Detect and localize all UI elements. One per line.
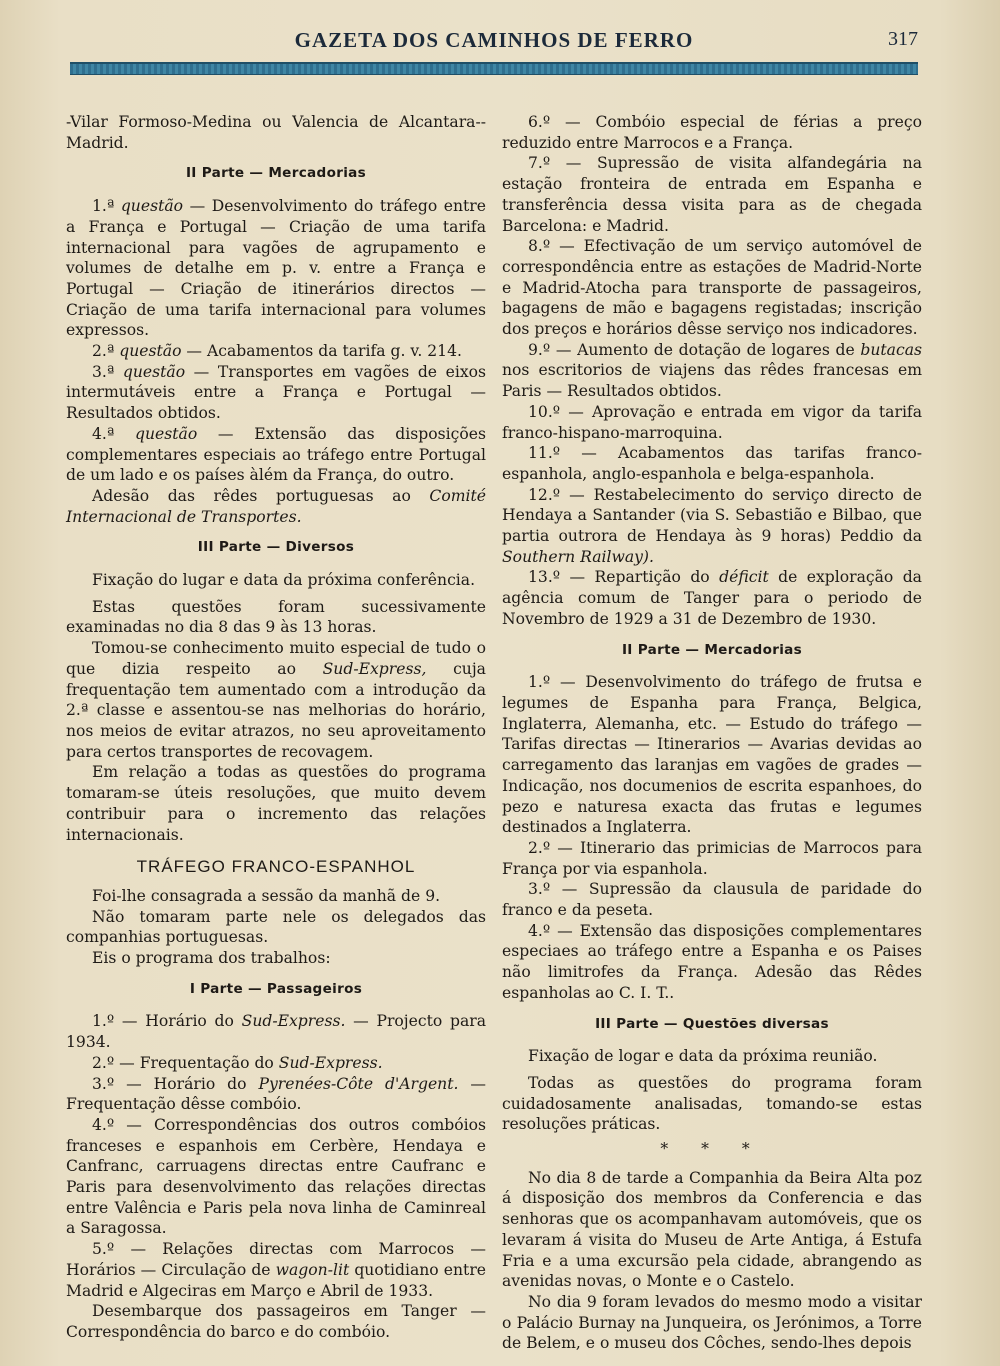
section-heading: II Parte — Mercadorias <box>621 641 803 658</box>
header-rule <box>70 62 918 75</box>
section-heading: I Parte — Passageiros <box>189 980 363 997</box>
paragraph: 4.ª questão — Extensão das disposições complementares especiais ao tráfego entre Portugal de um lado e os países àlém da França, do outro. <box>66 424 486 485</box>
paragraph: 1.º — Horário do Sud-Express. — Projecto para 1934. <box>66 1012 486 1052</box>
paragraph: 5.º — Relações directas com Marrocos — Horários — Circulação de wagon-lit quotidiano entre Madrid e Algeciras em Março e Abril de 1933. <box>66 1240 487 1300</box>
paragraph: 7.º — Supressão de visita alfandegária na estação fronteira de entrada em Espanha e transferência dessa visita para as de chegada Barcelona: e Madrid. <box>502 154 922 235</box>
paragraph: Estas questões foram sucessivamente examinadas no dia 8 das 9 às 13 horas. <box>66 597 486 637</box>
left-column <box>66 112 486 1343</box>
publication-title: GAZETA DOS CAMINHOS DE FERRO <box>294 28 694 52</box>
paragraph: Em relação a todas as questões do programa tomaram-se úteis resoluções, que muito devem contribuir para o incremento das relações internacionais. <box>66 763 486 844</box>
paragraph: No dia 9 foram levados do mesmo modo a visitar o Palácio Burnay na Junqueira, os Jerónimos, a Torre de Belem, e o museu dos Côches, sendo-lhes depois <box>502 1292 922 1353</box>
paragraph: Fixação de logar e data da próxima reunião. <box>528 1047 878 1066</box>
paragraph: 2.º — Itinerario das primicias de Marrocos para França por via espanhola. <box>502 838 922 878</box>
section-separator: * * * <box>660 1140 764 1159</box>
page-header <box>70 28 918 54</box>
paragraph: 1.ª questão — Desenvolvimento do tráfego entre a França e Portugal — Criação de uma tarifa internacional para vagões de agrupamento e volumes de detalhe em p. v. entre a França e Portugal — Criação de itinerários directos — Criação de uma tarifa internacional para volumes expressos. <box>66 197 486 340</box>
paragraph: Tomou-se conhecimento muito especial de tudo o que dizia respeito ao Sud-Express, cuja frequentação tem aumentado com a introdução da 2.ª classe e assentou-se nas melhorias do horário, nos meios de evitar atrazos, no seu aproveitamento para certos transportes de recovagem. <box>66 639 486 761</box>
paragraph: 3.º — Supressão da clausula de paridade do franco e da peseta. <box>502 880 922 920</box>
paragraph: 4.º — Extensão das disposições complementares especiaes ao tráfego entre a Espanha e os Paises não limitrofes da França. Adesão das Rêdes espanholas ao C. I. T.. <box>502 921 922 1002</box>
section-heading: III Parte — Questões diversas <box>595 1015 829 1032</box>
paragraph: 9.º — Aumento de dotação de logares de butacas nos escritorios de viajens das rêdes francesas em Paris — Resultados obtidos. <box>502 340 922 401</box>
paragraph: 8.º — Efectivação de um serviço automóvel de correspondência entre as estações de Madrid-Norte e Madrid-Atocha para transporte de passageiros, bagagens de mão e bagagens registadas; inscrição dos preços e horários dêsse serviço nos indicadores. <box>502 237 922 339</box>
paragraph: 2.º — Frequentação do Sud-Express. <box>92 1053 383 1072</box>
section-heading: II Parte — Mercadorias <box>185 165 367 182</box>
page-number: 317 <box>888 28 918 50</box>
paragraph-continuation: -Vilar Formoso-Medina ou Valencia de Alcantara--Madrid. <box>66 113 486 152</box>
paragraph: Foi-lhe consagrada a sessão da manhã de 9. <box>92 886 441 905</box>
paragraph: 4.º — Correspondências dos outros combóios franceses e espanhois em Cerbère, Hendaya e Canfranc, carruagens directas entre Caufranc e Paris para desenvolvimento das relações directas entre Valência e Paris pela nova linha de Caminreal a Saragossa. <box>66 1115 486 1238</box>
right-column <box>502 112 922 1354</box>
section-heading: III Parte — Diversos <box>197 539 355 556</box>
paragraph: Adesão das rêdes portuguesas ao Comité Internacional de Transportes. <box>66 486 486 526</box>
paragraph: 10.º — Aprovação e entrada em vigor da tarifa franco-hispano-marroquina. <box>502 402 922 442</box>
paragraph: 2.ª questão — Acabamentos da tarifa g. v. 214. <box>92 342 462 361</box>
paragraph: Eis o programa dos trabalhos: <box>92 949 331 968</box>
paragraph: 12.º — Restabelecimento do serviço directo de Hendaya a Santander (via S. Sebastião e Bilbao, que partia outrora de Hendaya às 9 horas) Peddio da Southern Railway). <box>502 485 922 566</box>
paragraph: Desembarque dos passageiros em Tanger — Correspondência do barco e do combóio. <box>66 1302 486 1341</box>
paragraph: 1.º — Desenvolvimento do tráfego de frutsa e legumes de Espanha para França, Belgica, Inglaterra, Alemanha, etc. — Estudo do tráfego — Tarifas directas — Itinerarios — Avarias devidas ao carregamento das laranjas em vagões de grades — Indicação, nos documenios de escrita espanhoes, do pezo e naturesa exacta das frutas e legumes destinados a Inglaterra. <box>502 673 922 837</box>
paragraph: Fixação do lugar e data da próxima conferência. <box>92 571 476 590</box>
paragraph: Não tomaram parte nele os delegados das companhias portuguesas. <box>66 907 486 947</box>
paragraph: 6.º — Combóio especial de férias a preço reduzido entre Marrocos e a França. <box>502 113 922 152</box>
paragraph: No dia 8 de tarde a Companhia da Beira Alta poz á disposição dos membros da Conferencia e das senhoras que os acompanhavam automóveis, que os levaram á visita do Museu de Arte Antiga, á Estufa Fria e a uma excursão pela cidade, abrangendo as avenidas novas, o Monte e o Castelo. <box>502 1168 922 1291</box>
paragraph: 13.º — Repartição do déficit de exploração da agência comum de Tanger para o periodo de Novembro de 1929 a 31 de Dezembro de 1930. <box>502 568 922 628</box>
paragraph: 11.º — Acabamentos das tarifas franco-espanhola, anglo-espanhola e belga-espanhola. <box>502 444 922 483</box>
paragraph: 3.º — Horário do Pyrenées-Côte d'Argent. — Frequentação dêsse combóio. <box>66 1074 486 1114</box>
article-heading: TRÁFEGO FRANCO-ESPANHOL <box>136 857 416 877</box>
paragraph: Todas as questões do programa foram cuidadosamente analisadas, tomando-se estas resoluções práticas. <box>502 1073 922 1134</box>
paragraph: 3.ª questão — Transportes em vagões de eixos intermutáveis entre a França e Portugal — Resultados obtidos. <box>66 362 487 423</box>
